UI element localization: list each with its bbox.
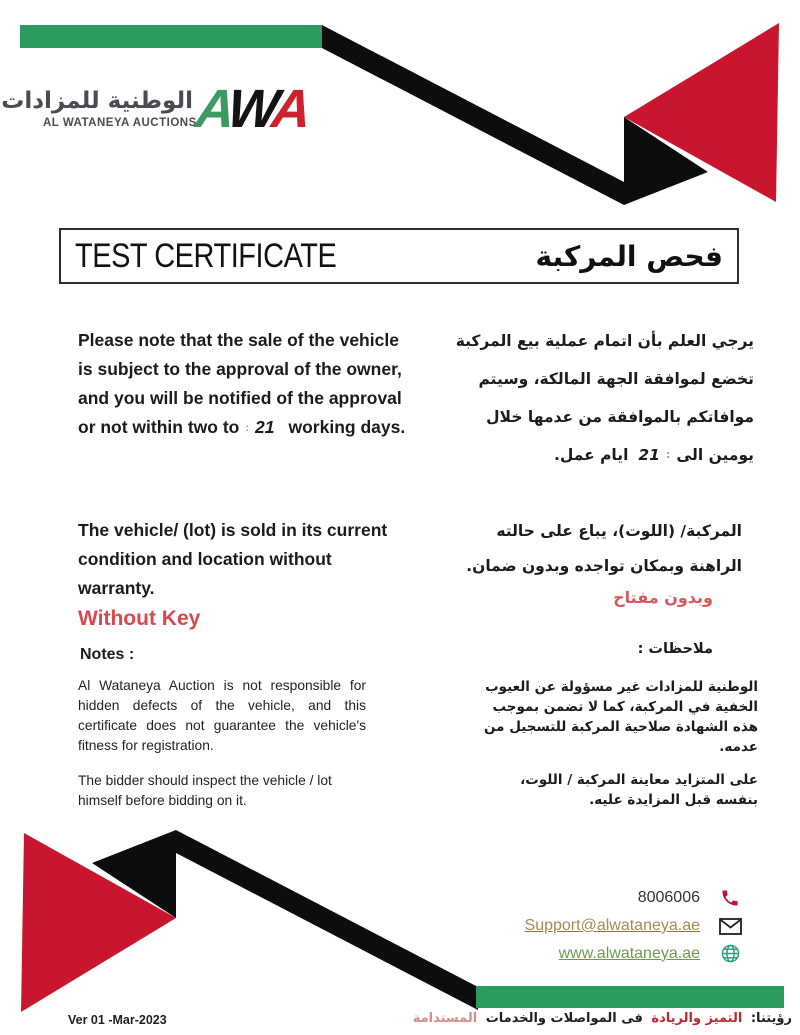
top-black-ribbon [322, 25, 708, 205]
approval-text-en: Please note that the sale of the vehicle is subject to the approval of the owner, and you will be notified of the approval or not within two to [78, 330, 402, 437]
condition-paragraph-ar: المركبة/ (اللوت)، يباع على حالته الراهنة وبمكان تواجده وبدون ضمان. [466, 522, 742, 575]
notes-heading-en: Notes : [80, 646, 135, 663]
top-red-triangle [624, 23, 779, 202]
vision-red-part2: المستدامة [412, 1011, 478, 1026]
website-row [525, 944, 742, 963]
approval-suffix-en: working days. [288, 417, 406, 437]
awa-letter-w-black: W [224, 79, 276, 139]
company-logo-names [1, 86, 197, 129]
bottom-green-bar [476, 986, 784, 1008]
phone-number: 8006006 [637, 889, 700, 906]
globe-icon [718, 944, 742, 963]
awa-letter-a-green: A [192, 79, 232, 139]
email-row [525, 917, 742, 935]
note-inspection-en: The bidder should inspect the vehicle / lot himself before bidding on it. [78, 773, 332, 808]
days-separator-en: : [245, 422, 250, 434]
top-green-bar [20, 25, 322, 48]
contact-block [525, 888, 742, 972]
awa-logo [192, 79, 311, 139]
note-inspection-ar: على المتزايد معاينة المركبة / اللوت، بنفسه قبل المزايدة عليه. [520, 772, 758, 808]
awa-letter-a-red: A [268, 79, 311, 139]
website-link[interactable]: www.alwataneya.ae [558, 944, 700, 962]
company-name-arabic: الوطنية للمزادات [1, 88, 193, 114]
key-status-ar: وبدون مفتاح [613, 588, 713, 607]
bottom-red-triangle [21, 833, 176, 1012]
version-label: Ver 01 -Mar-2023 [68, 1013, 167, 1027]
certificate-title-box [59, 228, 739, 284]
approval-paragraph-ar [436, 322, 754, 474]
vision-statement [409, 1011, 792, 1026]
vision-red-part1: التميز والريادة [651, 1011, 743, 1026]
phone-row [525, 888, 742, 908]
envelope-icon [718, 918, 742, 935]
phone-icon [718, 888, 742, 908]
note-responsibility-en: Al Wataneya Auction is not responsible for hidden defects of the vehicle, and this certificate does not guarantee the vehicle's fitness for registration. [78, 678, 366, 753]
condition-paragraph-en: The vehicle/ (lot) is sold in its current condition and location without warranty. [78, 520, 388, 598]
key-status-en: Without Key [78, 607, 201, 630]
vision-black-part: فى المواصلات والخدمات [485, 1011, 643, 1026]
working-days-value-ar: 21 [638, 446, 660, 464]
company-name-english: AL WATANEYA AUCTIONS [43, 117, 197, 129]
days-separator-ar: : [665, 448, 671, 461]
bottom-black-ribbon [92, 830, 478, 1010]
vision-label: رؤيتنا: [750, 1011, 792, 1026]
working-days-value-en: 21 [255, 417, 275, 437]
support-email-link[interactable]: Support@alwataneya.ae [524, 917, 700, 934]
notes-heading-ar: ملاحظات : [637, 641, 713, 657]
approval-paragraph-en [78, 326, 412, 443]
title-arabic: فحص المركبة [535, 239, 723, 273]
approval-text-ar: يرجي العلم بأن اتمام عملية بيع المركبة تخضع لموافقة الجهة المالكة، وسيتم موافاتكم بالموافقة من عدمها خلال يومين الى [455, 332, 754, 464]
note-responsibility-ar: الوطنية للمزادات غير مسؤولة عن العيوب الخفية في المركبة، كما لا تضمن بموجب هذه الشهادة صلاحية المركبة للتسجيل من عدمه. [484, 679, 758, 755]
title-english: TEST CERTIFICATE [75, 236, 337, 275]
approval-suffix-ar: ايام عمل. [553, 446, 629, 464]
